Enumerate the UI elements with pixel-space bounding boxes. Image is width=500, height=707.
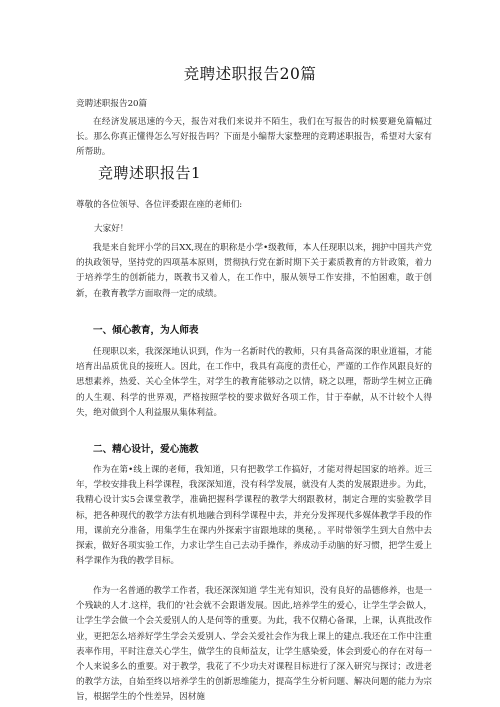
heading-1: 一、倾心教育，为人师表 [93, 325, 199, 336]
document-title: 竞聘述职报告20篇 [183, 65, 317, 83]
salutation: 尊敬的各位领导、各位评委跟在座的老师们: [76, 200, 243, 210]
document-subtitle: 竞聘述职报告20篇 [76, 99, 148, 109]
paragraph-1: 任现职以来，我深深地认识到，作为一名新时代的教师，只有具备高深的职业道福，才能培育出品质优良的接班人。因此，在工作中，我具有高度的责任心，严谨的工作作风跟良好的思想素养，热爱、关心全体学生，对学生的教育能够动之以情，晓之以理，帮助学生树立正确的人生观、科学的世界观，严格按照学校的要求做好各项工作，甘于奉献，从不计较个人得失，绝对做到个人利益服从集体利益。 [76, 347, 432, 418]
intro-paragraph: 在经济发展迅速的今天，报告对我们来说并不陌生，我们在写报告的时候要避免篇幅过长。那么你真正懂得怎么写好报告吗？下面是小编帮大家整理的竞聘述职报告，希望对大家有所帮助。 [76, 117, 432, 158]
heading-2: 二、精心设计，爱心施教 [93, 444, 199, 455]
section-title: 竞聘述职报告1 [98, 164, 202, 182]
intro-self-paragraph: 我是来自瓮坪小学的吕XX,现在的职称是小学•级教师，本人任现职以来，拥护中国共产党的执政领导，坚持党的四项基本原则，贯彻执行党在新时期下关于素质教育的方针政策，着力于培养学生的创新能力，既教书又着人，在工作中，服从领导工作安排，不怕困难，敢于创新，在教育教学方面取得一定的成绩。 [76, 243, 432, 299]
greeting: 大家好！ [94, 224, 129, 234]
paragraph-2: 作为在第•线上课的老师，我知道，只有把教学工作搞好，才能对得起国家的培养。近三年，学校安排我上科学课程，我深深知道，没有科学发展，就没有人类的发展跟进步。为此，我精心设计实5会课堂教学，准确把握科学课程的教学大纲跟教材，制定合理的实验教学目标，把各种现代的教学方法有机地融合到科学课程中去，并充分发挥现代多媒体教学手段的作用，课前充分准备，用集学生在课内外探索宇宙跟地球的奥秘，。平时带领学生到大自然中去探索，做好各项实验工作，力求让学生自己去动手操作，养成动手动脑的好习惯，把学生爱上科学课作为我的教学目标。 [76, 465, 432, 567]
paragraph-3: 作为一名普通的教学工作者，我还深深知道 学生光有知识，没有良好的品德修养，也是一个残缺的人才.这样，我们的'社会就不会跟谐发展。因此,培养学生的爱心，让学生学会做人，让学生学会做一个会关爱别人的人是何等的重要。为此，我不仅精心备课，上课，认真批改作业，更把怎么培养好学生学会关爱别人、学会关爱社会作为我上课上的建点.我还在工作中注重表率作用，平时注意关心学生，做学生的良师益友，让学生感染爱，体会到爱心的存在对每一个人来说多么的重要。对于教学，我花了不少功夫对课程目标进行了深入研究与探讨；改进老的教学方法，自始至终以培养学生的创新思维能力，提高学生分析问题、解决问题的能力为宗旨，根据学生的个性差异，因材施 [76, 586, 432, 703]
